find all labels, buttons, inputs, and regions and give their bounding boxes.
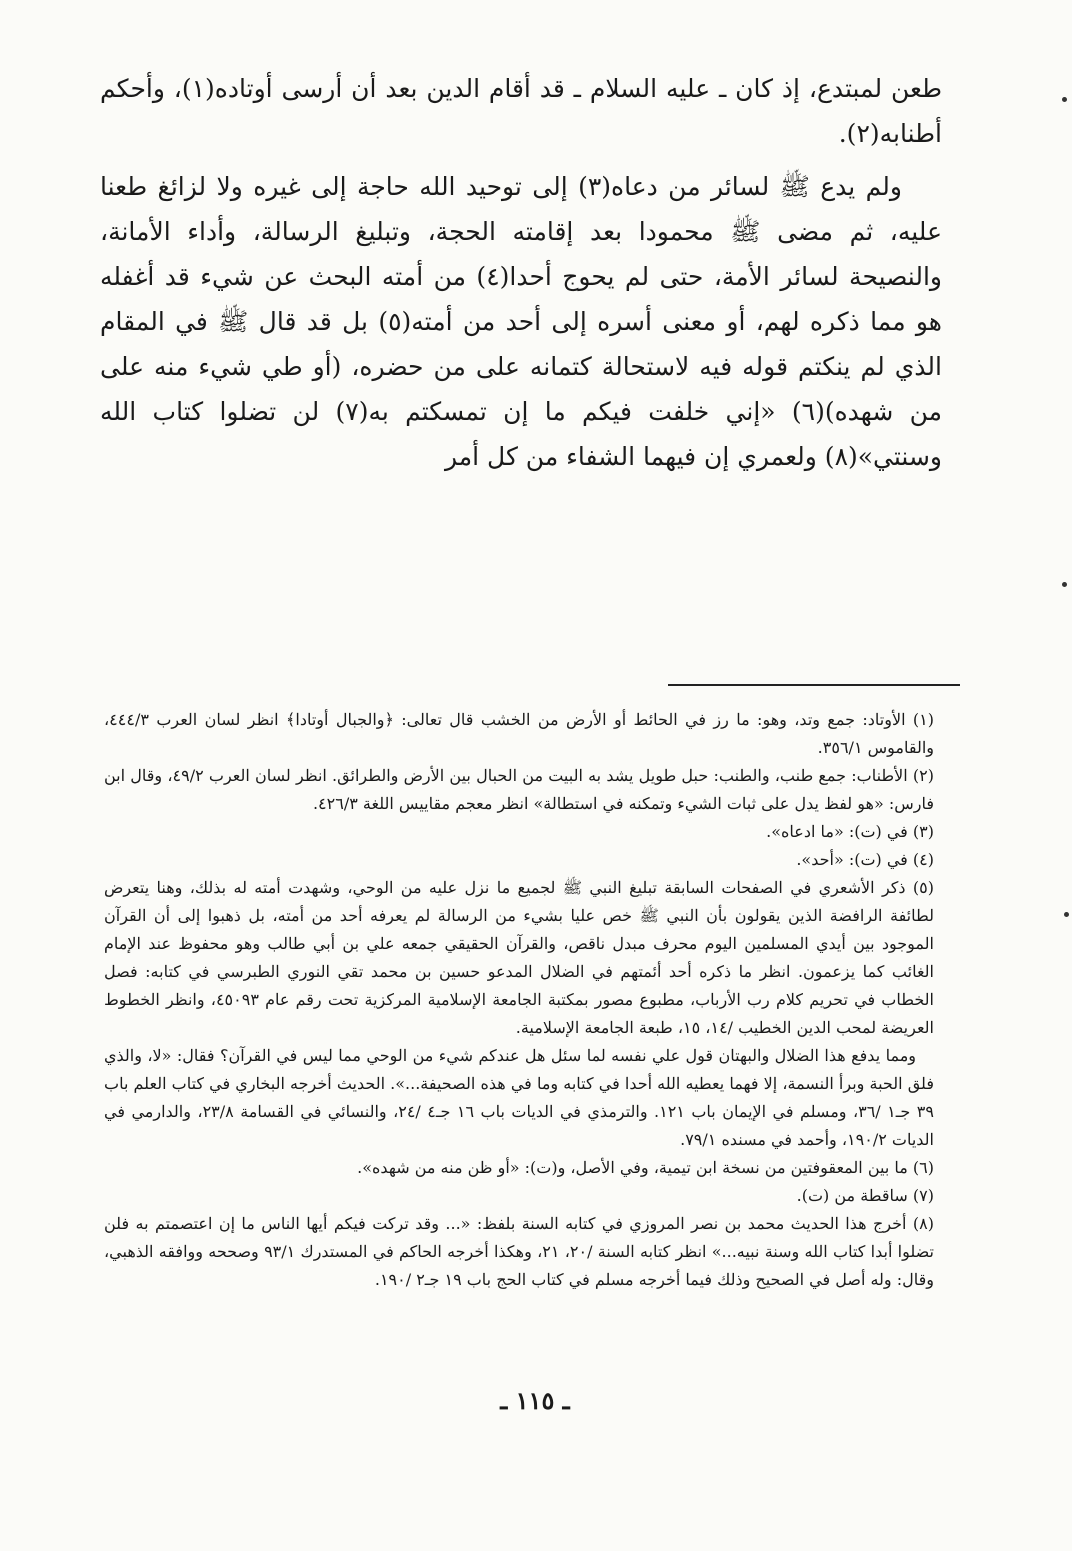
footnote-3: (٣) في (ت): «ما ادعاه». [766, 822, 934, 841]
footnote-4: (٤) في (ت): «أحد». [796, 850, 934, 869]
page-number: ـ ١١٥ ـ [500, 1386, 570, 1415]
footnote-1: (١) الأوتاد: جمع وتد، وهو: ما رز في الحائط أو الأرض من الخشب قال تعالى: ﴿والجبال أوتادا﴾ انظر لسان العرب ٤٤٤/٣، والقاموس ٣٥٦/١. [104, 710, 934, 757]
footnote-divider [668, 684, 960, 686]
footnote-5: (٥) ذكر الأشعري في الصفحات السابقة تبليغ النبي ﷺ لجميع ما نزل عليه من الوحي، وشهدت أمته له بذلك، وهنا يتعرض لطائفة الرافضة الذين يقولون بأن النبي ﷺ خص عليا بشيء من الرسالة لم يعرفه أحد من أمته، بل ذهبوا إلى أن القرآن الموجود بين أيدي المسلمين اليوم محرف مبدل ناقص، والقرآن الحقيقي جمعه علي بن أبي طالب وهو محفوظ عند الإمام الغائب كما يزعمون. انظر ما ذكره أحد أئمتهم في الضلال المدعو حسين بن محمد تقي النوري الطبرسي في كتابه: فصل الخطاب في تحريم كلام رب الأرباب، مطبوع مصور بمكتبة الجامعة الإسلامية المركزية تحت رقم عام ٤٥٠٩٣، وانظر الخطوط العريضة لمحب الدين الخطيب /١٤، ١٥، طبعة الجامعة الإسلامية. [104, 878, 935, 1037]
margin-dot-icon [1062, 582, 1067, 587]
footnote-8: (٨) أخرج هذا الحديث محمد بن نصر المروزي في كتابه السنة بلفظ: «... وقد تركت فيكم أيها الناس ما إن اعتصمتم به فلن تضلوا أبدا كتاب الله وسنة نبيه...» انظر كتابه السنة /٢٠، ٢١، وهكذا أخرجه الحاكم في المستدرك ٩٣/١ وصححه ووافقه الذهبي، وقال: وله أصل في الصحيح وذلك فيما أخرجه مسلم في كتاب الحج باب ١٩ جـ٢ /١٩٠. [104, 1214, 935, 1289]
main-text [100, 66, 942, 479]
margin-dot-icon [1062, 97, 1067, 102]
footnotes [104, 706, 934, 1294]
margin-dot-icon [1064, 912, 1069, 917]
footnote-5-continuation: ومما يدفع هذا الضلال والبهتان قول علي نفسه لما سئل هل عندكم شيء من الوحي مما ليس في القرآن؟ فقال: «لا، والذي فلق الحبة وبرأ النسمة، إلا فهما يعطيه الله أحدا في كتابه وما في هذه الصحيفة...». الحديث أخرجه البخاري في كتاب العلم باب ٣٩ جـ١ /٣٦، ومسلم في الإيمان باب ١٢١. والترمذي في الديات باب ١٦ جـ٤ /٢٤، والنسائي في القسامة ٢٣/٨، والدارمي في الديات ١٩٠/٢، وأحمد في مسنده ٧٩/١. [104, 1046, 934, 1149]
footnote-7: (٧) ساقطة من (ت). [796, 1186, 934, 1205]
main-paragraph-2: ولم يدع ﷺ لسائر من دعاه(٣) إلى توحيد الله حاجة إلى غيره ولا لزائغ طعنا عليه، ثم مضى ﷺ محمودا بعد إقامته الحجة، وتبليغ الرسالة، وأداء الأمانة، والنصيحة لسائر الأمة، حتى لم يحوج أحدا(٤) من أمته البحث عن شيء قد أغفله هو مما ذكره لهم، أو معنى أسره إلى أحد من أمته(٥) بل قد قال ﷺ في المقام الذي لم ينكتم قوله فيه لاستحالة كتمانه على من حضره، (أو طي شيء منه على من شهده)(٦) «إني خلفت فيكم ما إن تمسكتم به(٧) لن تضلوا كتاب الله وسنتي»(٨) ولعمري إن فيهما الشفاء من كل أمر [100, 172, 942, 471]
footnote-2: (٢) الأطناب: جمع طنب، والطنب: حبل طويل يشد به البيت من الحبال بين الأرض والطرائق. انظر لسان العرب ٤٩/٢، وقال ابن فارس: «هو لفظ يدل على ثبات الشيء وتمكنه في استطالة» انظر معجم مقاييس اللغة ٤٢٦/٣. [104, 766, 935, 813]
main-paragraph-1: طعن لمبتدع، إذ كان ـ عليه السلام ـ قد أقام الدين بعد أن أرسى أوتاده(١)، وأحكم أطنابه(٢). [100, 74, 942, 148]
footnote-6: (٦) ما بين المعقوفتين من نسخة ابن تيمية، وفي الأصل، و(ت): «أو ظن منه من شهده». [357, 1158, 934, 1177]
